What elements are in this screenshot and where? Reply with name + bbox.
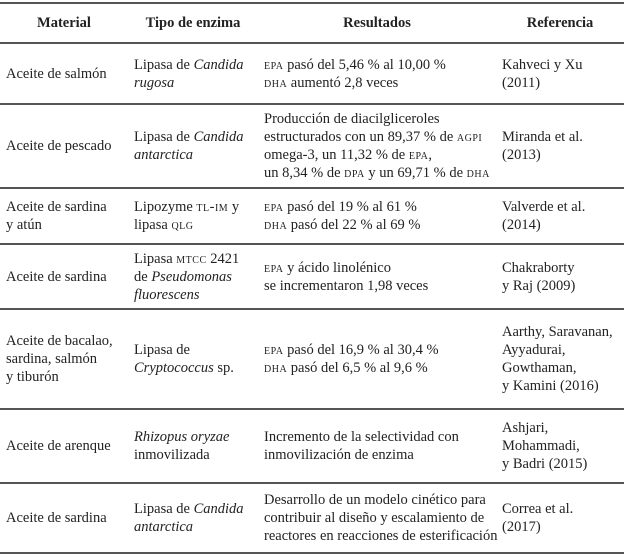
header-row xyxy=(0,3,624,43)
cell-line xyxy=(264,74,492,92)
cell-line xyxy=(6,216,124,234)
text: Ashjari, xyxy=(502,420,549,436)
text: de xyxy=(134,268,152,285)
cell-line xyxy=(264,446,492,464)
cell-line xyxy=(134,518,254,536)
abbreviation-text: dha xyxy=(264,360,288,376)
reference-cell xyxy=(496,43,624,104)
cell-line xyxy=(502,216,620,234)
abbreviation-text: dha xyxy=(264,74,288,91)
cell-line xyxy=(134,268,254,286)
abbreviation-text: epa xyxy=(408,147,429,163)
text: pasó del 19 % al 61 % xyxy=(283,199,417,215)
results-cell xyxy=(258,409,496,483)
text: Lipasa de xyxy=(134,56,194,73)
italic-text: Rhizopus oryzae xyxy=(134,429,230,445)
cell-line xyxy=(264,56,492,74)
text: Producción de diacilgliceroles xyxy=(264,111,440,127)
results-cell xyxy=(258,43,496,104)
results-cell xyxy=(258,309,496,409)
reference-cell xyxy=(496,309,624,409)
cell-line xyxy=(502,198,620,216)
cell-line xyxy=(6,198,124,216)
text: Miranda et al. xyxy=(502,129,583,145)
cell-line xyxy=(264,277,492,295)
italic-text: antarctica xyxy=(134,147,194,163)
text: Aceite de sardina xyxy=(6,510,107,526)
text: Aceite de arenque xyxy=(6,438,111,454)
material-cell xyxy=(0,309,128,409)
cell-line xyxy=(134,286,254,304)
reference-cell xyxy=(496,244,624,309)
cell-line xyxy=(264,428,492,446)
text: sp. xyxy=(213,360,234,376)
text: Incremento de la selectividad con xyxy=(264,429,459,445)
text: Correa et al. xyxy=(502,501,574,517)
table-row xyxy=(0,483,624,553)
text: y Raj (2009) xyxy=(502,277,576,294)
cell-line xyxy=(502,259,620,277)
results-table xyxy=(0,2,624,554)
cell-line xyxy=(502,437,620,455)
enzyme-cell xyxy=(128,244,258,309)
abbreviation-text: qlg xyxy=(171,217,194,233)
text: Valverde et al. xyxy=(502,199,586,215)
text: un 8,34 % de xyxy=(264,165,345,181)
material-cell xyxy=(0,409,128,483)
abbreviation-text: epa xyxy=(264,259,284,276)
text: y un 69,71 % de xyxy=(364,165,467,181)
text: , xyxy=(428,147,432,163)
cell-line xyxy=(6,137,124,155)
reference-cell xyxy=(496,483,624,553)
cell-line xyxy=(134,341,254,359)
cell-line xyxy=(264,164,492,182)
text: Chakraborty xyxy=(502,259,575,276)
cell-line xyxy=(6,368,124,386)
cell-line xyxy=(134,428,254,446)
text: y xyxy=(228,199,240,215)
cell-line xyxy=(134,216,254,234)
italic-text: fluorescens xyxy=(134,286,200,303)
abbreviation-text: agpi xyxy=(456,129,483,145)
text: Aceite de pescado xyxy=(6,138,112,154)
results-cell xyxy=(258,188,496,244)
text: (2017) xyxy=(502,519,541,535)
cell-line xyxy=(134,250,254,268)
italic-text: Candida xyxy=(193,56,244,73)
text: omega-3, un 11,32 % de xyxy=(264,147,409,163)
table-row xyxy=(0,409,624,483)
italic-text: antarctica xyxy=(134,519,194,535)
cell-line xyxy=(264,259,492,277)
text: Mohammadi, xyxy=(502,438,580,454)
text: Lipasa de xyxy=(134,501,194,517)
cell-line xyxy=(502,500,620,518)
material-cell xyxy=(0,43,128,104)
text: y ácido linolénico xyxy=(283,259,391,276)
cell-line xyxy=(264,110,492,128)
text: pasó del 22 % al 69 % xyxy=(287,217,421,233)
cell-line xyxy=(134,74,254,92)
reference-cell xyxy=(496,188,624,244)
table-row xyxy=(0,104,624,188)
cell-line xyxy=(502,518,620,536)
material-cell xyxy=(0,188,128,244)
text: Ayyadurai, xyxy=(502,342,566,358)
header-reference: Referencia xyxy=(526,14,594,31)
text: Aceite de sardina xyxy=(6,268,107,285)
cell-line xyxy=(264,198,492,216)
text: Lipasa xyxy=(134,250,177,267)
cell-line xyxy=(6,437,124,455)
abbreviation-text: epa xyxy=(264,199,284,215)
enzyme-cell xyxy=(128,43,258,104)
text: estructurados con un 89,37 % de xyxy=(264,129,457,145)
abbreviation-text: mtcc xyxy=(176,250,207,267)
cell-line xyxy=(264,341,492,359)
cell-line xyxy=(264,527,498,545)
text: (2014) xyxy=(502,217,541,233)
cell-line xyxy=(502,56,620,74)
cell-line xyxy=(264,509,492,527)
results-cell xyxy=(258,104,496,188)
cell-line xyxy=(502,377,620,395)
cell-line xyxy=(264,146,492,164)
cell-line xyxy=(6,65,124,83)
cell-line xyxy=(264,491,492,509)
text: Lipozyme xyxy=(134,199,197,215)
cell-line xyxy=(264,128,492,146)
cell-line xyxy=(264,216,492,234)
italic-text: Candida xyxy=(193,129,244,145)
text: reactores en reacciones de esterificación xyxy=(264,528,498,544)
enzyme-cell xyxy=(128,188,258,244)
table-row xyxy=(0,43,624,104)
cell-line xyxy=(502,128,620,146)
text: Aarthy, Saravanan, xyxy=(502,324,613,340)
text: Aceite de sardina xyxy=(6,199,107,215)
text: Lipasa de xyxy=(134,342,190,358)
abbreviation-text: dha xyxy=(466,165,490,181)
header-material: Material xyxy=(37,14,91,31)
cell-line xyxy=(502,146,620,164)
table-row xyxy=(0,244,624,309)
cell-line xyxy=(502,74,620,92)
enzyme-cell xyxy=(128,483,258,553)
text: Desarrollo de un modelo cinético para xyxy=(264,492,486,508)
text: sardina, salmón xyxy=(6,351,98,367)
abbreviation-text: epa xyxy=(264,342,284,358)
header-enzyme-type: Tipo de enzima xyxy=(145,14,241,31)
text: contribuir al diseño y escalamiento de xyxy=(264,510,485,526)
text: Lipasa de xyxy=(134,129,194,145)
text: inmovilizada xyxy=(134,447,210,463)
reference-cell xyxy=(496,104,624,188)
enzyme-cell xyxy=(128,309,258,409)
text: pasó del 6,5 % al 9,6 % xyxy=(287,360,428,376)
cell-line xyxy=(6,509,124,527)
cell-line xyxy=(264,359,492,377)
cell-line xyxy=(6,268,124,286)
text: y atún xyxy=(6,217,42,233)
cell-line xyxy=(134,359,254,377)
table-row xyxy=(0,188,624,244)
text: Aceite de salmón xyxy=(6,65,107,82)
enzyme-cell xyxy=(128,409,258,483)
material-cell xyxy=(0,104,128,188)
cell-line xyxy=(134,500,254,518)
text: inmovilización de enzima xyxy=(264,447,414,463)
material-cell xyxy=(0,244,128,309)
italic-text: rugosa xyxy=(134,74,175,91)
cell-line xyxy=(134,128,254,146)
cell-line xyxy=(502,455,620,473)
cell-line xyxy=(502,277,620,295)
cell-line xyxy=(502,419,620,437)
text: se incrementaron 1,98 veces xyxy=(264,277,429,294)
text: pasó del 16,9 % al 30,4 % xyxy=(283,342,439,358)
material-cell xyxy=(0,483,128,553)
text: Aceite de bacalao, xyxy=(6,333,113,349)
results-cell xyxy=(258,483,496,553)
abbreviation-text: tl-im xyxy=(196,199,229,215)
abbreviation-text: epa xyxy=(264,56,284,73)
italic-text: Candida xyxy=(193,501,244,517)
text: (2011) xyxy=(502,74,541,91)
text: aumentó 2,8 veces xyxy=(287,74,399,91)
text: y Kamini (2016) xyxy=(502,378,599,394)
abbreviation-text: dha xyxy=(264,217,288,233)
enzyme-cell xyxy=(128,104,258,188)
cell-line xyxy=(502,323,620,341)
cell-line xyxy=(502,341,620,359)
text: lipasa xyxy=(134,217,172,233)
cell-line xyxy=(134,56,254,74)
text: Kahveci y Xu xyxy=(502,56,583,73)
header-results: Resultados xyxy=(343,14,411,31)
table-row xyxy=(0,309,624,409)
cell-line xyxy=(134,446,254,464)
cell-line xyxy=(134,146,254,164)
cell-line xyxy=(134,198,254,216)
italic-text: Cryptococcus xyxy=(134,360,214,376)
text: Gowthaman, xyxy=(502,360,577,376)
text: y tiburón xyxy=(6,369,59,385)
table-body xyxy=(0,43,624,553)
cell-line xyxy=(6,350,124,368)
cell-line xyxy=(6,332,124,350)
text: y Badri (2015) xyxy=(502,456,588,472)
abbreviation-text: dpa xyxy=(344,165,365,181)
results-cell xyxy=(258,244,496,309)
reference-cell xyxy=(496,409,624,483)
text: 2421 xyxy=(206,250,240,267)
italic-text: Pseudomonas xyxy=(151,268,232,285)
text: (2013) xyxy=(502,147,541,163)
text: pasó del 5,46 % al 10,00 % xyxy=(283,56,446,73)
cell-line xyxy=(502,359,620,377)
